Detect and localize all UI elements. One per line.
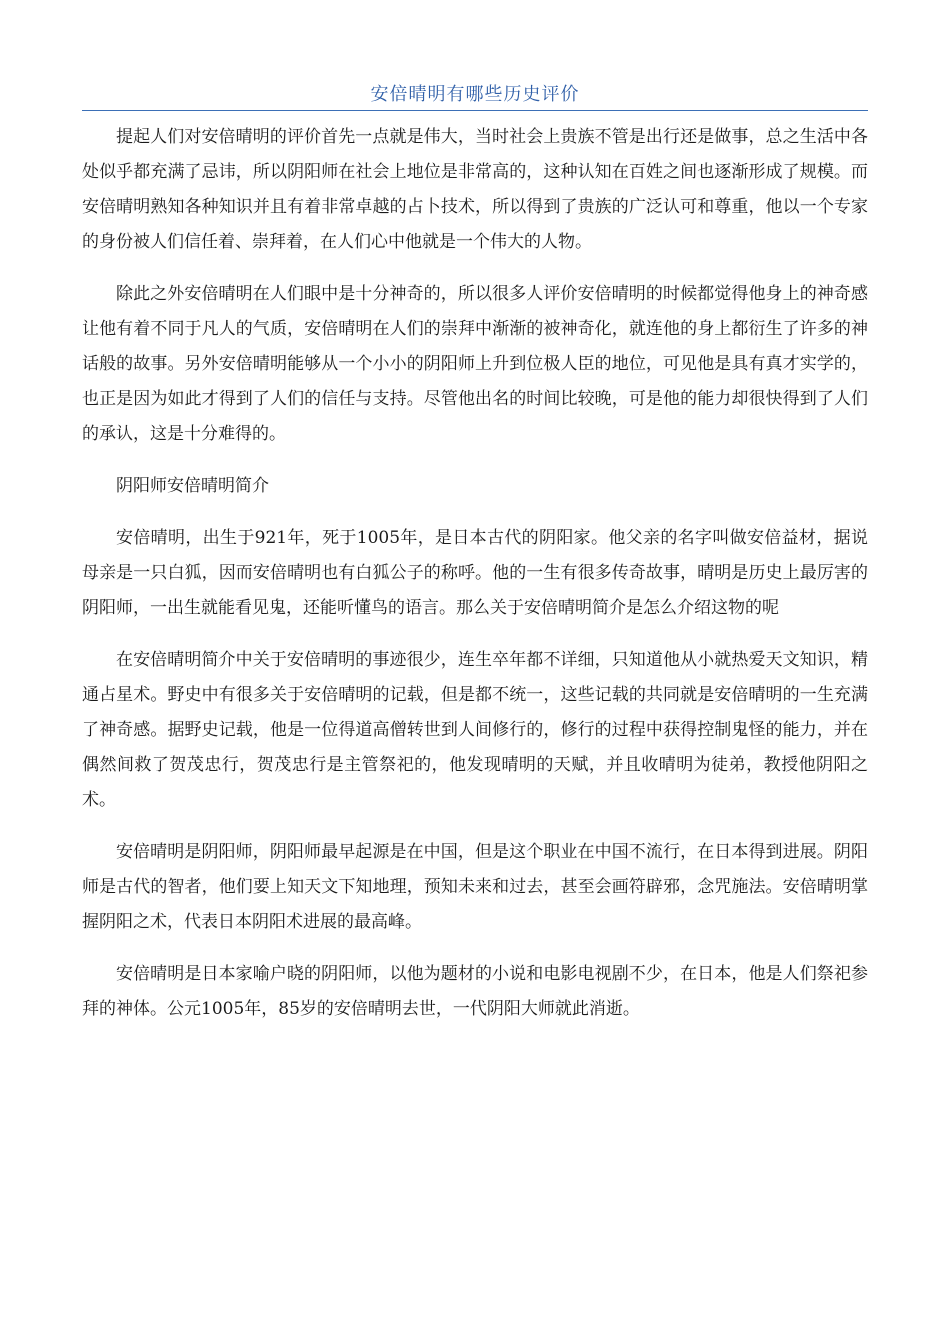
document-body: [82, 120, 868, 1044]
paragraph-2: 除此之外安倍晴明在人们眼中是十分神奇的，所以很多人评价安倍晴明的时候都觉得他身上的神奇感让他有着不同于凡人的气质，安倍晴明在人们的崇拜中渐渐的被神奇化，就连他的身上都衍生了许多的神话般的故事。另外安倍晴明能够从一个小小的阴阳师上升到位极人臣的地位，可见他是具有真才实学的，也正是因为如此才得到了人们的信任与支持。尽管他出名的时间比较晚，可是他的能力却很快得到了人们的承认，这是十分难得的。: [82, 284, 868, 444]
paragraph-4: 在安倍晴明简介中关于安倍晴明的事迹很少，连生卒年都不详细，只知道他从小就热爱天文知识，精通占星术。野史中有很多关于安倍晴明的记载，但是都不统一，这些记载的共同就是安倍晴明的一生充满了神奇感。据野史记载，他是一位得道高僧转世到人间修行的，修行的过程中获得控制鬼怪的能力，并在偶然间救了贺茂忠行，贺茂忠行是主管祭祀的，他发现晴明的天赋，并且收晴明为徒弟，教授他阴阳之术。: [82, 650, 868, 810]
section-heading: 阴阳师安倍晴明简介: [116, 476, 269, 496]
paragraph-6: 安倍晴明是日本家喻户晓的阴阳师，以他为题材的小说和电影电视剧不少，在日本，他是人们祭祀参拜的神体。公元1005年，85岁的安倍晴明去世，一代阴阳大师就此消逝。: [82, 964, 868, 1019]
paragraph-1: 提起人们对安倍晴明的评价首先一点就是伟大，当时社会上贵族不管是出行还是做事，总之生活中各处似乎都充满了忌讳，所以阴阳师在社会上地位是非常高的，这种认知在百姓之间也逐渐形成了规模。而安倍晴明熟知各种知识并且有着非常卓越的占卜技术，所以得到了贵族的广泛认可和尊重，他以一个专家的身份被人们信任着、崇拜着，在人们心中他就是一个伟大的人物。: [82, 127, 868, 252]
page-title: 安倍晴明有哪些历史评价: [370, 84, 580, 105]
page-header: [82, 82, 868, 111]
paragraph-5: 安倍晴明是阴阳师，阴阳师最早起源是在中国，但是这个职业在中国不流行，在日本得到进展。阴阳师是古代的智者，他们要上知天文下知地理，预知未来和过去，甚至会画符辟邪，念咒施法。安倍晴明掌握阴阳之术，代表日本阴阳术进展的最高峰。: [82, 842, 868, 932]
paragraph-3: 安倍晴明，出生于921年，死于1005年，是日本古代的阴阳家。他父亲的名字叫做安倍益材，据说母亲是一只白狐，因而安倍晴明也有白狐公子的称呼。他的一生有很多传奇故事，晴明是历史上最厉害的阴阳师，一出生就能看见鬼，还能听懂鸟的语言。那么关于安倍晴明简介是怎么介绍这物的呢: [82, 528, 868, 618]
